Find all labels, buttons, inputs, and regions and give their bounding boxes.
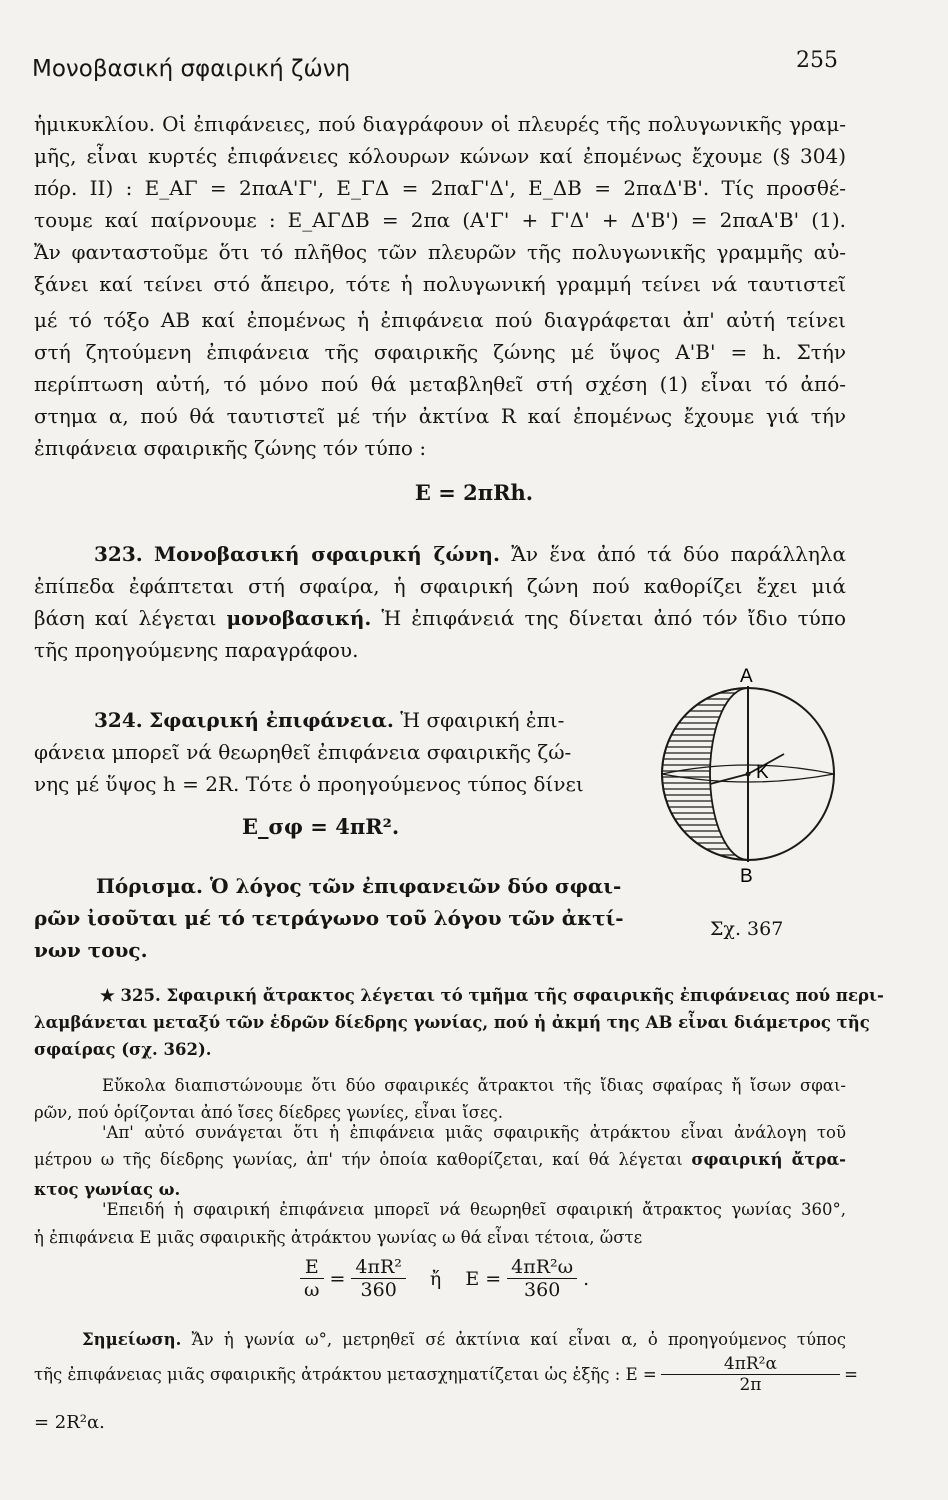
text-line: τῆς προηγούμενης παραγράφου.: [34, 638, 359, 662]
text-line: [34, 1074, 846, 1098]
text-run: Σφαιρική ἄτρακτος λέγεται τό τμῆμα τῆς σφαιρικῆς ἐπιφάνειας πού περι-: [166, 986, 884, 1005]
text-line: λαμβάνεται μεταξύ τῶν ἑδρῶν δίεδρης γωνίας, πού ἡ ἀκμή της ΑΒ εἶναι διάμετρος τῆς: [34, 1013, 870, 1032]
text-run: Ἡ ἐπιφάνειά της δίνεται ἀπό τόν ἴδιο τύπο: [381, 606, 847, 630]
text-line: πόρ. ΙΙ) : E_ΑΓ = 2παΑ'Γ', E_ΓΔ = 2παΓ'Δ', E_ΔΒ = 2παΔ'Β'. Τίς προσθέ-: [34, 176, 846, 200]
text-run: μέτρου ω τῆς δίεδρης γωνίας, ἀπ' τήν ὁποία καθορίζεται, καί θά λέγεται: [34, 1150, 683, 1169]
denominator: 360: [360, 1279, 397, 1301]
section-324-heading-line: [34, 706, 565, 734]
text-line: ἐπίπεδα ἐφάπτεται στή σφαίρα, ἡ σφαιρική ζώνη πού καθορίζει ἔχει μιά: [34, 574, 846, 598]
numerator: 4πR²: [351, 1256, 406, 1279]
text-line: τουμε καί παίρνουμε : E_ΑΓΔΒ = 2πα (Α'Γ' + Γ'Δ' + Δ'Β') = 2παΑ'Β' (1).: [34, 208, 846, 232]
text-run: Ἄν ἕνα ἀπό τά δύο παράλληλα: [511, 542, 847, 566]
section-title: Σφαιρική ἐπιφάνεια.: [149, 708, 394, 732]
text-run: 'Απ' αὐτό συνάγεται ὅτι ἡ ἐπιφάνεια μιᾶς σφαιρικῆς ἀτράκτου εἶναι ἀνάλογη τοῦ: [102, 1123, 846, 1142]
figure-caption: Σχ. 367: [710, 918, 784, 940]
fraction: [300, 1256, 324, 1301]
corollary-line: [34, 872, 622, 900]
text-run: βάση καί λέγεται: [34, 606, 217, 630]
bold-term: σφαιρική ἄτρα-: [691, 1150, 846, 1169]
label-k: K: [756, 762, 769, 783]
denominator: 360: [524, 1279, 561, 1301]
fraction: [661, 1354, 840, 1395]
period: .: [583, 1267, 590, 1290]
text-line: ἡ ἐπιφάνεια E μιᾶς σφαιρικῆς ἀτράκτου γωνίας ω θά εἶναι τέτοια, ὥστε: [34, 1228, 643, 1247]
text-line: στή ζητούμενη ἐπιφάνεια τῆς σφαιρικῆς ζώνης μέ ὕψος Α'Β' = h. Στήν: [34, 340, 846, 364]
figure-sphere-zone: [648, 660, 848, 890]
zone-area-formula: E = 2πRh.: [414, 480, 534, 505]
text-line: στημα α, πού θά ταυτιστεῖ μέ τήν ἀκτίνα R καί ἐπομένως ἔχουμε γιά τήν: [34, 404, 846, 428]
text-line: [34, 1148, 846, 1172]
formula-lhs: E =: [465, 1267, 502, 1290]
bold-term: μονοβασική.: [226, 606, 372, 630]
numerator: 4πR²ω: [507, 1256, 577, 1279]
text-line: περίπτωση αὐτή, τό μόνο πού θά μεταβληθεῖ στή σχέση (1) εἶναι τό ἀπό-: [34, 372, 846, 396]
text-line: [34, 1198, 846, 1222]
text-line: κτος γωνίας ω.: [34, 1180, 181, 1199]
section-325-heading-line: [34, 984, 884, 1008]
text-line: [34, 604, 846, 632]
lune-area-formula: [300, 1256, 589, 1301]
text-line: ρῶν, πού ὁρίζονται ἀπό ἴσες δίεδρες γωνίες, εἶναι ἴσες.: [34, 1103, 504, 1122]
hatched-lune: [662, 688, 748, 860]
page-number: 255: [796, 48, 838, 73]
equals-sign: =: [844, 1365, 858, 1384]
text-run: 'Επειδή ἡ σφαιρική ἐπιφάνεια μπορεῖ νά θεωρηθεῖ σφαιρική ἄτρακτος γωνίας 360°,: [102, 1200, 846, 1219]
text-line: μέ τό τόξο ΑΒ καί ἐπομένως ἡ ἐπιφάνεια πού διαγράφεται ἀπ' αὐτή τείνει: [34, 308, 846, 332]
note-formula-line: [34, 1354, 858, 1395]
numerator: 4πR²α: [661, 1354, 840, 1375]
sphere-area-formula: E_σφ = 4πR².: [242, 814, 400, 839]
text-line: νης μέ ὕψος h = 2R. Τότε ὁ προηγούμενος τύπος δίνει: [34, 772, 584, 796]
text-run: Εὔκολα διαπιστώνουμε ὅτι δύο σφαιρικές ἄτρακτοι τῆς ἴδιας σφαίρας ἤ ἴσων σφαι-: [102, 1076, 846, 1095]
text-line: σφαίρας (σχ. 362).: [34, 1040, 212, 1059]
text-line: ἐπιφάνεια σφαιρικῆς ζώνης τόν τύπο :: [34, 436, 427, 460]
text-run: Ὁ λόγος τῶν ἐπιφανειῶν δύο σφαι-: [209, 874, 622, 898]
text-run: Ἡ σφαιρική ἐπι-: [400, 708, 565, 732]
fraction: [507, 1256, 577, 1301]
label-a: A: [740, 666, 753, 687]
text-line: = 2R²α.: [34, 1412, 105, 1433]
text-line: Ἄν φανταστοῦμε ὅτι τό πλῆθος τῶν πλευρῶν τῆς πολυγωνικῆς γραμμῆς αὐ-: [34, 240, 846, 264]
center-point: [746, 772, 751, 777]
corollary-label: Πόρισμα.: [96, 874, 203, 898]
running-head-title: Μονοβασική σφαιρική ζώνη: [32, 56, 351, 82]
or-word: ἤ: [429, 1267, 442, 1290]
section-title: Μονοβασική σφαιρική ζώνη.: [154, 542, 500, 566]
text-run: τῆς ἐπιφάνειας μιᾶς σφαιρικῆς ἀτράκτου μετασχηματίζεται ὡς ἑξῆς : E =: [34, 1365, 657, 1384]
denominator: ω: [304, 1279, 320, 1301]
fraction: [351, 1256, 406, 1301]
section-number: 324.: [94, 708, 143, 732]
label-b: B: [740, 866, 753, 887]
section-323-heading-line: [34, 540, 846, 568]
text-line: ρῶν ἰσοῦται μέ τό τετράγωνο τοῦ λόγου τῶν ἀκτί-: [34, 906, 624, 930]
text-line: μῆς, εἶναι κυρτές ἐπιφάνειες κόλουρων κώνων καί ἐπομένως ἔχουμε (§ 304): [34, 144, 846, 168]
equals-sign: =: [329, 1267, 346, 1290]
text-line: φάνεια μπορεῖ νά θεωρηθεῖ ἐπιφάνεια σφαιρικῆς ζώ-: [34, 740, 572, 764]
text-line: ἡμικυκλίου. Οἱ ἐπιφάνειες, πού διαγράφουν οἱ πλευρές τῆς πολυγωνικῆς γραμ-: [34, 112, 846, 136]
text-line: [34, 1121, 846, 1145]
star-icon: ★: [100, 986, 115, 1005]
denominator: 2π: [739, 1375, 762, 1395]
note-label: Σημείωση.: [82, 1330, 182, 1349]
text-line: νων τους.: [34, 938, 148, 962]
text-run: Ἄν ἡ γωνία ω°, μετρηθεῖ σέ ἀκτίνια καί εἶναι α, ὁ προηγούμενος τύπος: [191, 1330, 846, 1349]
section-number: 323.: [94, 542, 143, 566]
note-line: [34, 1328, 846, 1352]
numerator: E: [300, 1256, 324, 1279]
text-line: ξάνει καί τείνει στό ἄπειρο, τότε ἡ πολυγωνική γραμμή τείνει νά ταυτιστεῖ: [34, 272, 846, 296]
section-number: 325.: [120, 986, 161, 1005]
